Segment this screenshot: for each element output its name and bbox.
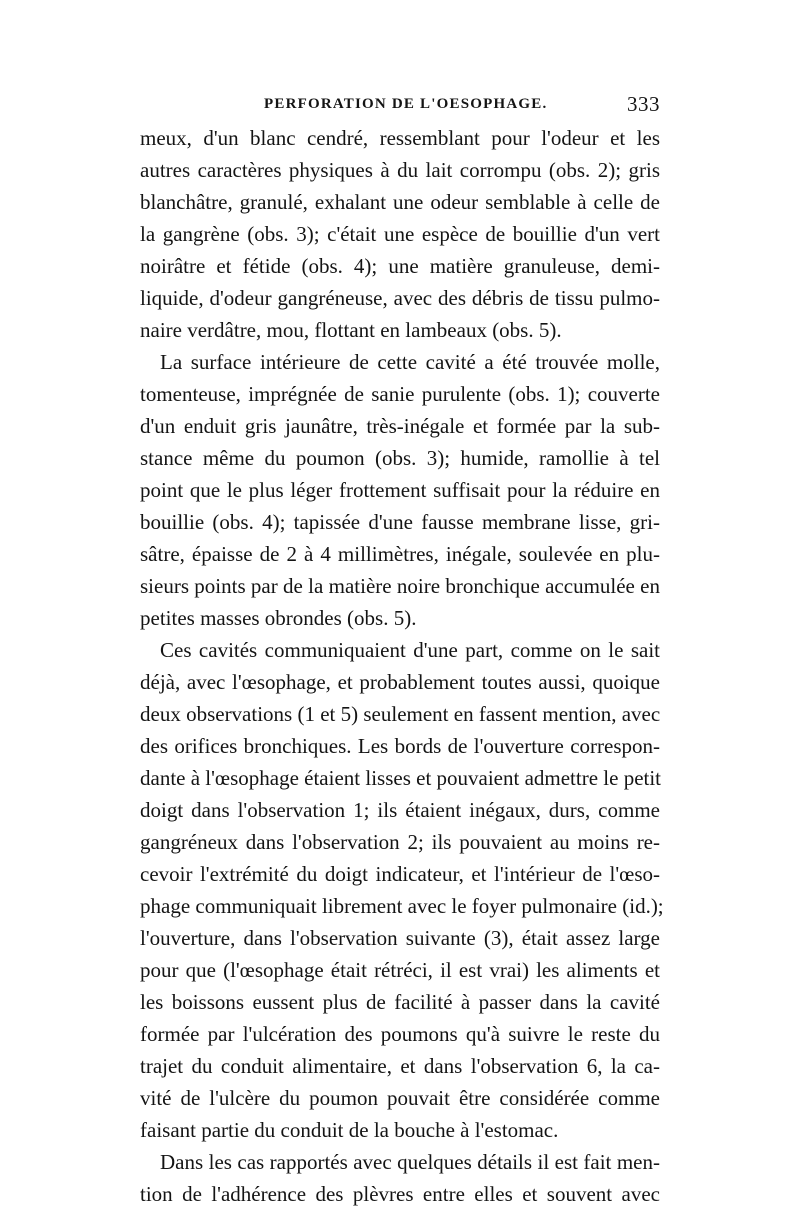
text-line: blanchâtre, granulé, exhalant une odeur semblable à celle de — [140, 190, 660, 214]
text-line: faisant partie du conduit de la bouche à l'estomac. — [140, 1118, 559, 1142]
text-line: sieurs points par de la matière noire bronchique accumulée en — [140, 574, 660, 598]
text-line: d'un enduit gris jaunâtre, très-inégale et formée par la sub- — [140, 414, 660, 438]
text-line: noirâtre et fétide (obs. 4); une matière granuleuse, demi- — [140, 254, 660, 278]
text-line: formée par l'ulcération des poumons qu'à suivre le reste du — [140, 1022, 660, 1046]
text-line: gangréneux dans l'observation 2; ils pouvaient au moins re- — [140, 830, 660, 854]
page-number: 333 — [627, 92, 660, 116]
text-line: Ces cavités communiquaient d'une part, comme on le sait — [160, 638, 660, 662]
running-title: PERFORATION DE L'OESOPHAGE. — [264, 96, 548, 112]
text-line: La surface intérieure de cette cavité a été trouvée molle, — [160, 350, 660, 374]
text-line: cevoir l'extrémité du doigt indicateur, et l'intérieur de l'œso- — [140, 862, 660, 886]
text-line: des orifices bronchiques. Les bords de l'ouverture correspon- — [140, 734, 660, 758]
text-line: sâtre, épaisse de 2 à 4 millimètres, inégale, soulevée en plu- — [140, 542, 660, 566]
text-line: Dans les cas rapportés avec quelques détails il est fait men- — [160, 1150, 660, 1174]
text-line: naire verdâtre, mou, flottant en lambeaux (obs. 5). — [140, 318, 562, 342]
text-line: tion de l'adhérence des plèvres entre elles et souvent avec — [140, 1182, 660, 1206]
text-line: deux observations (1 et 5) seulement en fassent mention, avec — [140, 702, 661, 726]
text-line: doigt dans l'observation 1; ils étaient inégaux, durs, comme — [140, 798, 660, 822]
text-line: phage communiquait librement avec le foyer pulmonaire (id.); — [140, 894, 664, 918]
text-line: trajet du conduit alimentaire, et dans l'observation 6, la ca- — [140, 1054, 660, 1078]
text-line: meux, d'un blanc cendré, ressemblant pour l'odeur et les — [140, 126, 660, 150]
body-text — [140, 122, 664, 1210]
text-line: la gangrène (obs. 3); c'était une espèce de bouillie d'un vert — [140, 222, 660, 246]
text-line: autres caractères physiques à du lait corrompu (obs. 2); gris — [140, 158, 660, 182]
text-line: pour que (l'œsophage était rétréci, il est vrai) les aliments et — [140, 958, 660, 982]
text-line: bouillie (obs. 4); tapissée d'une fausse membrane lisse, gri- — [140, 510, 660, 534]
text-line: tomenteuse, imprégnée de sanie purulente (obs. 1); couverte — [140, 382, 660, 406]
text-line: petites masses obrondes (obs. 5). — [140, 606, 417, 630]
text-line: dante à l'œsophage étaient lisses et pouvaient admettre le petit — [140, 766, 662, 790]
running-head — [140, 94, 660, 122]
text-line: les boissons eussent plus de facilité à passer dans la cavité — [140, 990, 660, 1014]
text-line: vité de l'ulcère du poumon pouvait être considérée comme — [140, 1086, 660, 1110]
text-line: liquide, d'odeur gangréneuse, avec des débris de tissu pulmo- — [140, 286, 660, 310]
text-line: l'ouverture, dans l'observation suivante (3), était assez large — [140, 926, 660, 950]
text-line: point que le plus léger frottement suffisait pour la réduire en — [140, 478, 660, 502]
text-line: stance même du poumon (obs. 3); humide, ramollie à tel — [140, 446, 660, 470]
text-line: déjà, avec l'œsophage, et probablement toutes aussi, quoique — [140, 670, 660, 694]
